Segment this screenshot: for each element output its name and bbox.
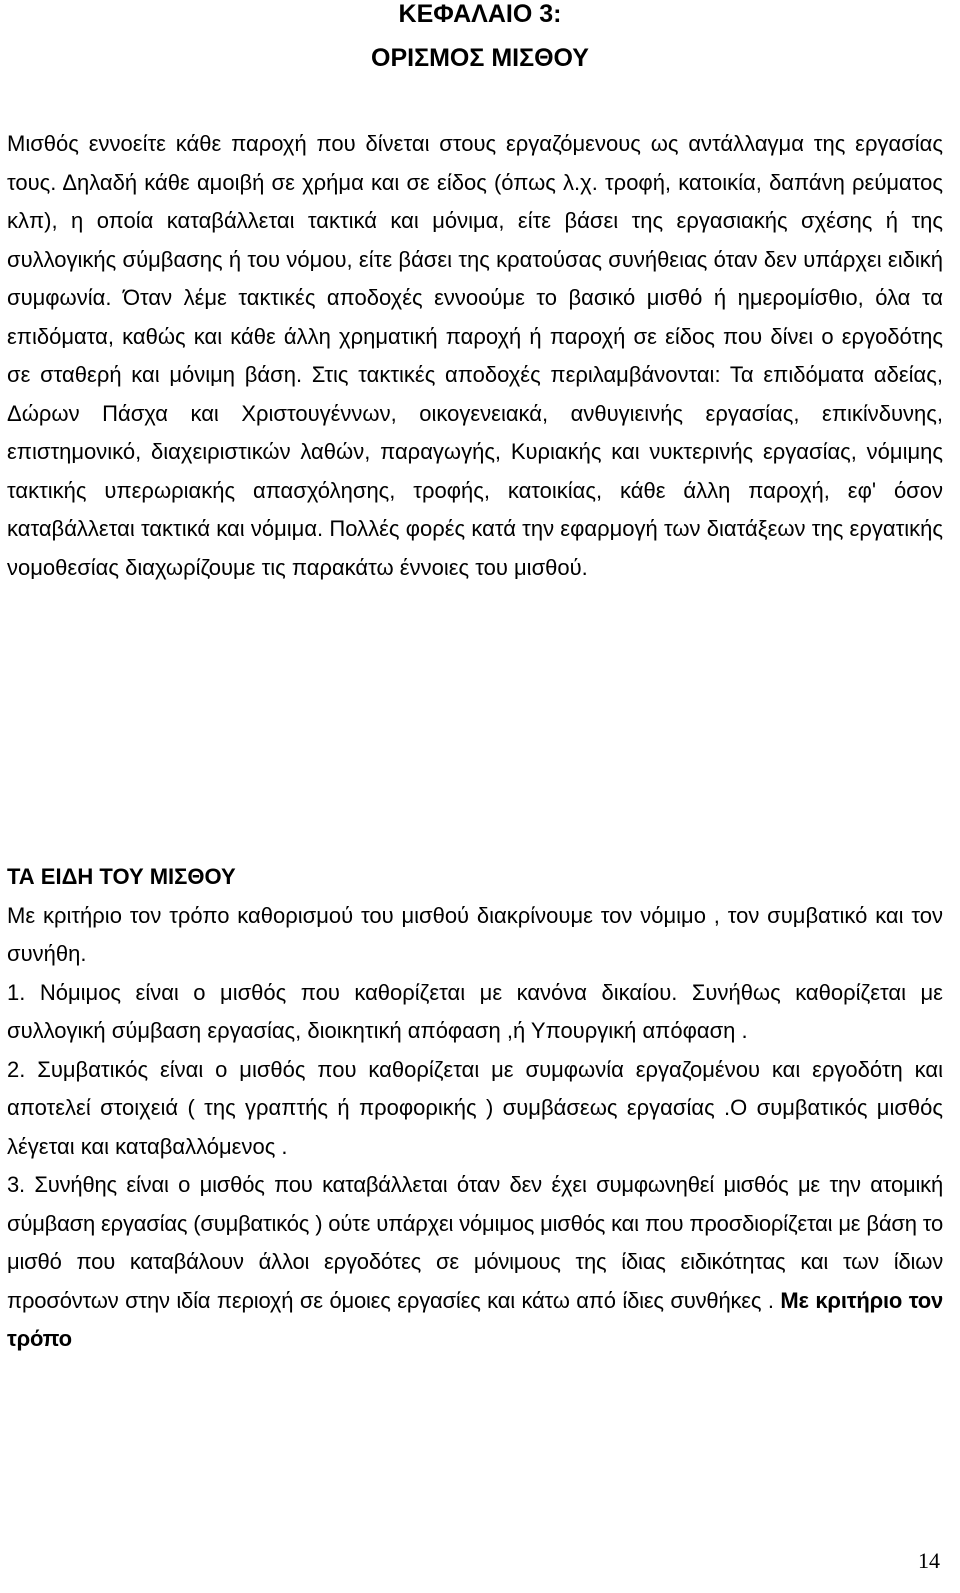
intro-section xyxy=(7,125,943,587)
chapter-title: ΟΡΙΣΜΟΣ ΜΙΣΘΟΥ xyxy=(371,44,589,72)
list-item-legal-wage: 1. Νόμιμος είναι ο μισθός που καθορίζεται με κανόνα δικαίου. Συνήθως καθορίζεται με συλλογική σύμβαση εργασίας, διοικητική απόφαση ,ή Υπουργική απόφαση . xyxy=(7,979,943,1043)
chapter-heading: ΚΕΦΑΛΑΙΟ 3: xyxy=(398,0,562,28)
list-item-customary-text: 3. Συνήθης είναι ο μισθός που καταβάλλεται όταν δεν έχει συμφωνηθεί μισθός με την ατομική σύμβαση εργασίας (συμβατικός ) ούτε υπάρχει νόμιμος μισθός και που προσδιορίζεται με βάση το μισθό που καταβάλουν άλλοι εργοδότες σε μόνιμους της ίδιας ειδικότητας και των ίδιων προσόντων στην ιδία περιοχή σε όμοιες εργασίες και κάτω από ίδιες συνθήκες . xyxy=(7,1172,943,1313)
trailing-bold-text: Με κριτήριο τον τρόπο xyxy=(7,1287,944,1351)
kinds-section xyxy=(7,858,943,1359)
criterion-paragraph: Με κριτήριο τον τρόπο καθορισμού του μισθού διακρίνουμε τον νόμιμο , τον συμβατικό και τον συνήθη. xyxy=(7,902,943,966)
intro-paragraph: Μισθός εννοείτε κάθε παροχή που δίνεται στους εργαζόμενους ως αντάλλαγμα της εργασίας τους. Δηλαδή κάθε αμοιβή σε χρήμα και σε είδος (όπως λ.χ. τροφή, κατοικία, δαπάνη ρεύματος κλπ), η οποία καταβάλλεται τακτικά και μόνιμα, είτε βάσει της εργασιακής σχέσης ή της συλλογικής σύμβασης ή του νόμου, είτε βάσει της κρατούσας συνήθειας όταν δεν υπάρχει ειδική συμφωνία. Όταν λέμε τακτικές αποδοχές εννοούμε το βασικό μισθό ή ημερομίσθιο, όλα τα επιδόματα, καθώς και κάθε άλλη χρηματική παροχή ή παροχή σε είδος που δίνει ο εργοδότης σε σταθερή και μόνιμη βάση. Στις τακτικές αποδοχές περιλαμβάνονται: Τα επιδόματα αδείας, Δώρων Πάσχα και Χριστουγέννων, οικογενειακά, ανθυγιεινής εργασίας, επικίνδυνης, επιστημονικό, διαχειριστικών λαθών, παραγωγής, Κυριακής και νυκτερινής εργασίας, νόμιμης τακτικής υπερωριακής απασχόλησης, τροφής, κατοικίας, κάθε άλλη παροχή, εφ' όσον καταβάλλεται τακτικά και νόμιμα. Πολλές φορές κατά την εφαρμογή των διατάξεων της εργατικής νομοθεσίας διαχωρίζουμε τις παρακάτω έννοιες του μισθού. xyxy=(7,131,943,580)
list-item-contractual-wage: 2. Συμβατικός είναι ο μισθός που καθορίζεται με συμφωνία εργαζομένου και εργοδότη και αποτελεί στοιχειά ( της γραπτής ή προφορικής ) συμβάσεως εργασίας .Ο συμβατικός μισθός λέγεται και καταβαλλόμενος . xyxy=(7,1056,943,1159)
section-heading: ΤΑ ΕΙΔΗ ΤΟΥ ΜΙΣΘΟΥ xyxy=(7,864,236,889)
list-item-customary-wage xyxy=(7,1166,943,1359)
page-number: 14 xyxy=(918,1548,940,1573)
